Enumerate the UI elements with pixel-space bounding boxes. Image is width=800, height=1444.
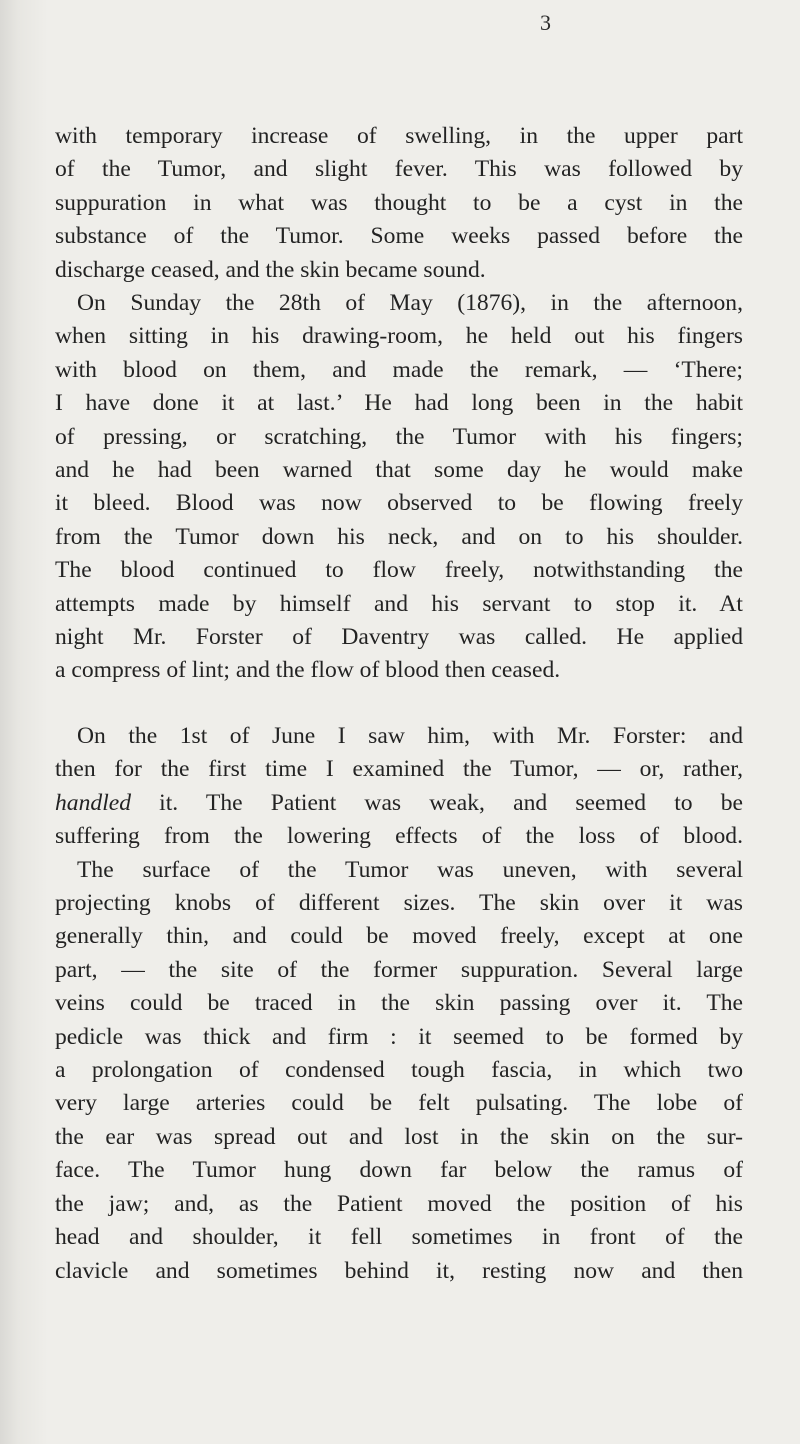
text-line: of the Tumor, and slight fever. This was followed by: [55, 156, 743, 183]
text-line: and he had been warned that some day he would make: [55, 457, 743, 484]
text-line: substance of the Tumor. Some weeks passed before the: [55, 223, 743, 250]
text-line: The surface of the Tumor was uneven, with several: [77, 856, 743, 883]
text-line: suffering from the lowering effects of the loss of blood.: [55, 823, 743, 850]
text-line: the jaw; and, as the Patient moved the position of his: [55, 1190, 743, 1217]
text-line: of pressing, or scratching, the Tumor with his fingers;: [55, 423, 743, 450]
text-line: veins could be traced in the skin passing over it. The: [55, 990, 743, 1017]
text-line: when sitting in his drawing-room, he held out his fingers: [55, 323, 743, 350]
paragraph-1: [55, 120, 743, 287]
text-line: head and shoulder, it fell sometimes in front of the: [55, 1224, 743, 1251]
paragraph-2: [55, 287, 743, 688]
text-line: very large arteries could be felt pulsating. The lobe of: [55, 1090, 743, 1117]
text-line: with blood on them, and made the remark, — ‘There;: [55, 356, 743, 383]
text-line: On the 1st of June I saw him, with Mr. Forster: and: [77, 723, 743, 749]
text-line: then for the first time I examined the Tumor, — or, rather,: [55, 756, 743, 783]
text-line: I have done it at last.’ He had long been in the habit: [55, 390, 743, 417]
text-line: a prolongation of condensed tough fascia, in which two: [55, 1057, 743, 1084]
text-line: it bleed. Blood was now observed to be flowing freely: [55, 490, 743, 517]
text-line: face. The Tumor hung down far below the ramus of: [55, 1157, 743, 1184]
text-line: attempts made by himself and his servant to stop it. At: [55, 590, 743, 617]
text-fragment: it. The Patient was weak, and seemed to be: [131, 789, 743, 816]
text-line: a compress of lint; and the flow of blood then ceased.: [55, 657, 561, 684]
text-line: the ear was spread out and lost in the skin on the sur-: [55, 1123, 743, 1150]
text-line: from the Tumor down his neck, and on to his shoulder.: [55, 523, 743, 550]
text-line: discharge ceased, and the skin became sound.: [55, 256, 486, 283]
page-number: 3: [540, 10, 551, 35]
text-line: with temporary increase of swelling, in the upper part: [55, 123, 743, 149]
text-line: suppuration in what was thought to be a cyst in the: [55, 189, 743, 216]
text-line: projecting knobs of different sizes. The skin over it was: [55, 890, 743, 917]
paragraph-3: [55, 720, 743, 1288]
text-line: generally thin, and could be moved freely, except at one: [55, 923, 743, 950]
text-line: The blood continued to flow freely, notwithstanding the: [55, 557, 743, 584]
text-line: pedicle was thick and firm : it seemed to be formed by: [55, 1023, 743, 1050]
text-line: night Mr. Forster of Daventry was called. He applied: [55, 624, 743, 651]
text-line: part, — the site of the former suppuration. Several large: [55, 956, 743, 983]
text-line-mixed: [55, 787, 743, 820]
text-line: clavicle and sometimes behind it, resting now and then: [55, 1257, 743, 1284]
italic-word: handled: [55, 789, 132, 816]
text-line: On Sunday the 28th of May (1876), in the afternoon,: [77, 290, 743, 316]
